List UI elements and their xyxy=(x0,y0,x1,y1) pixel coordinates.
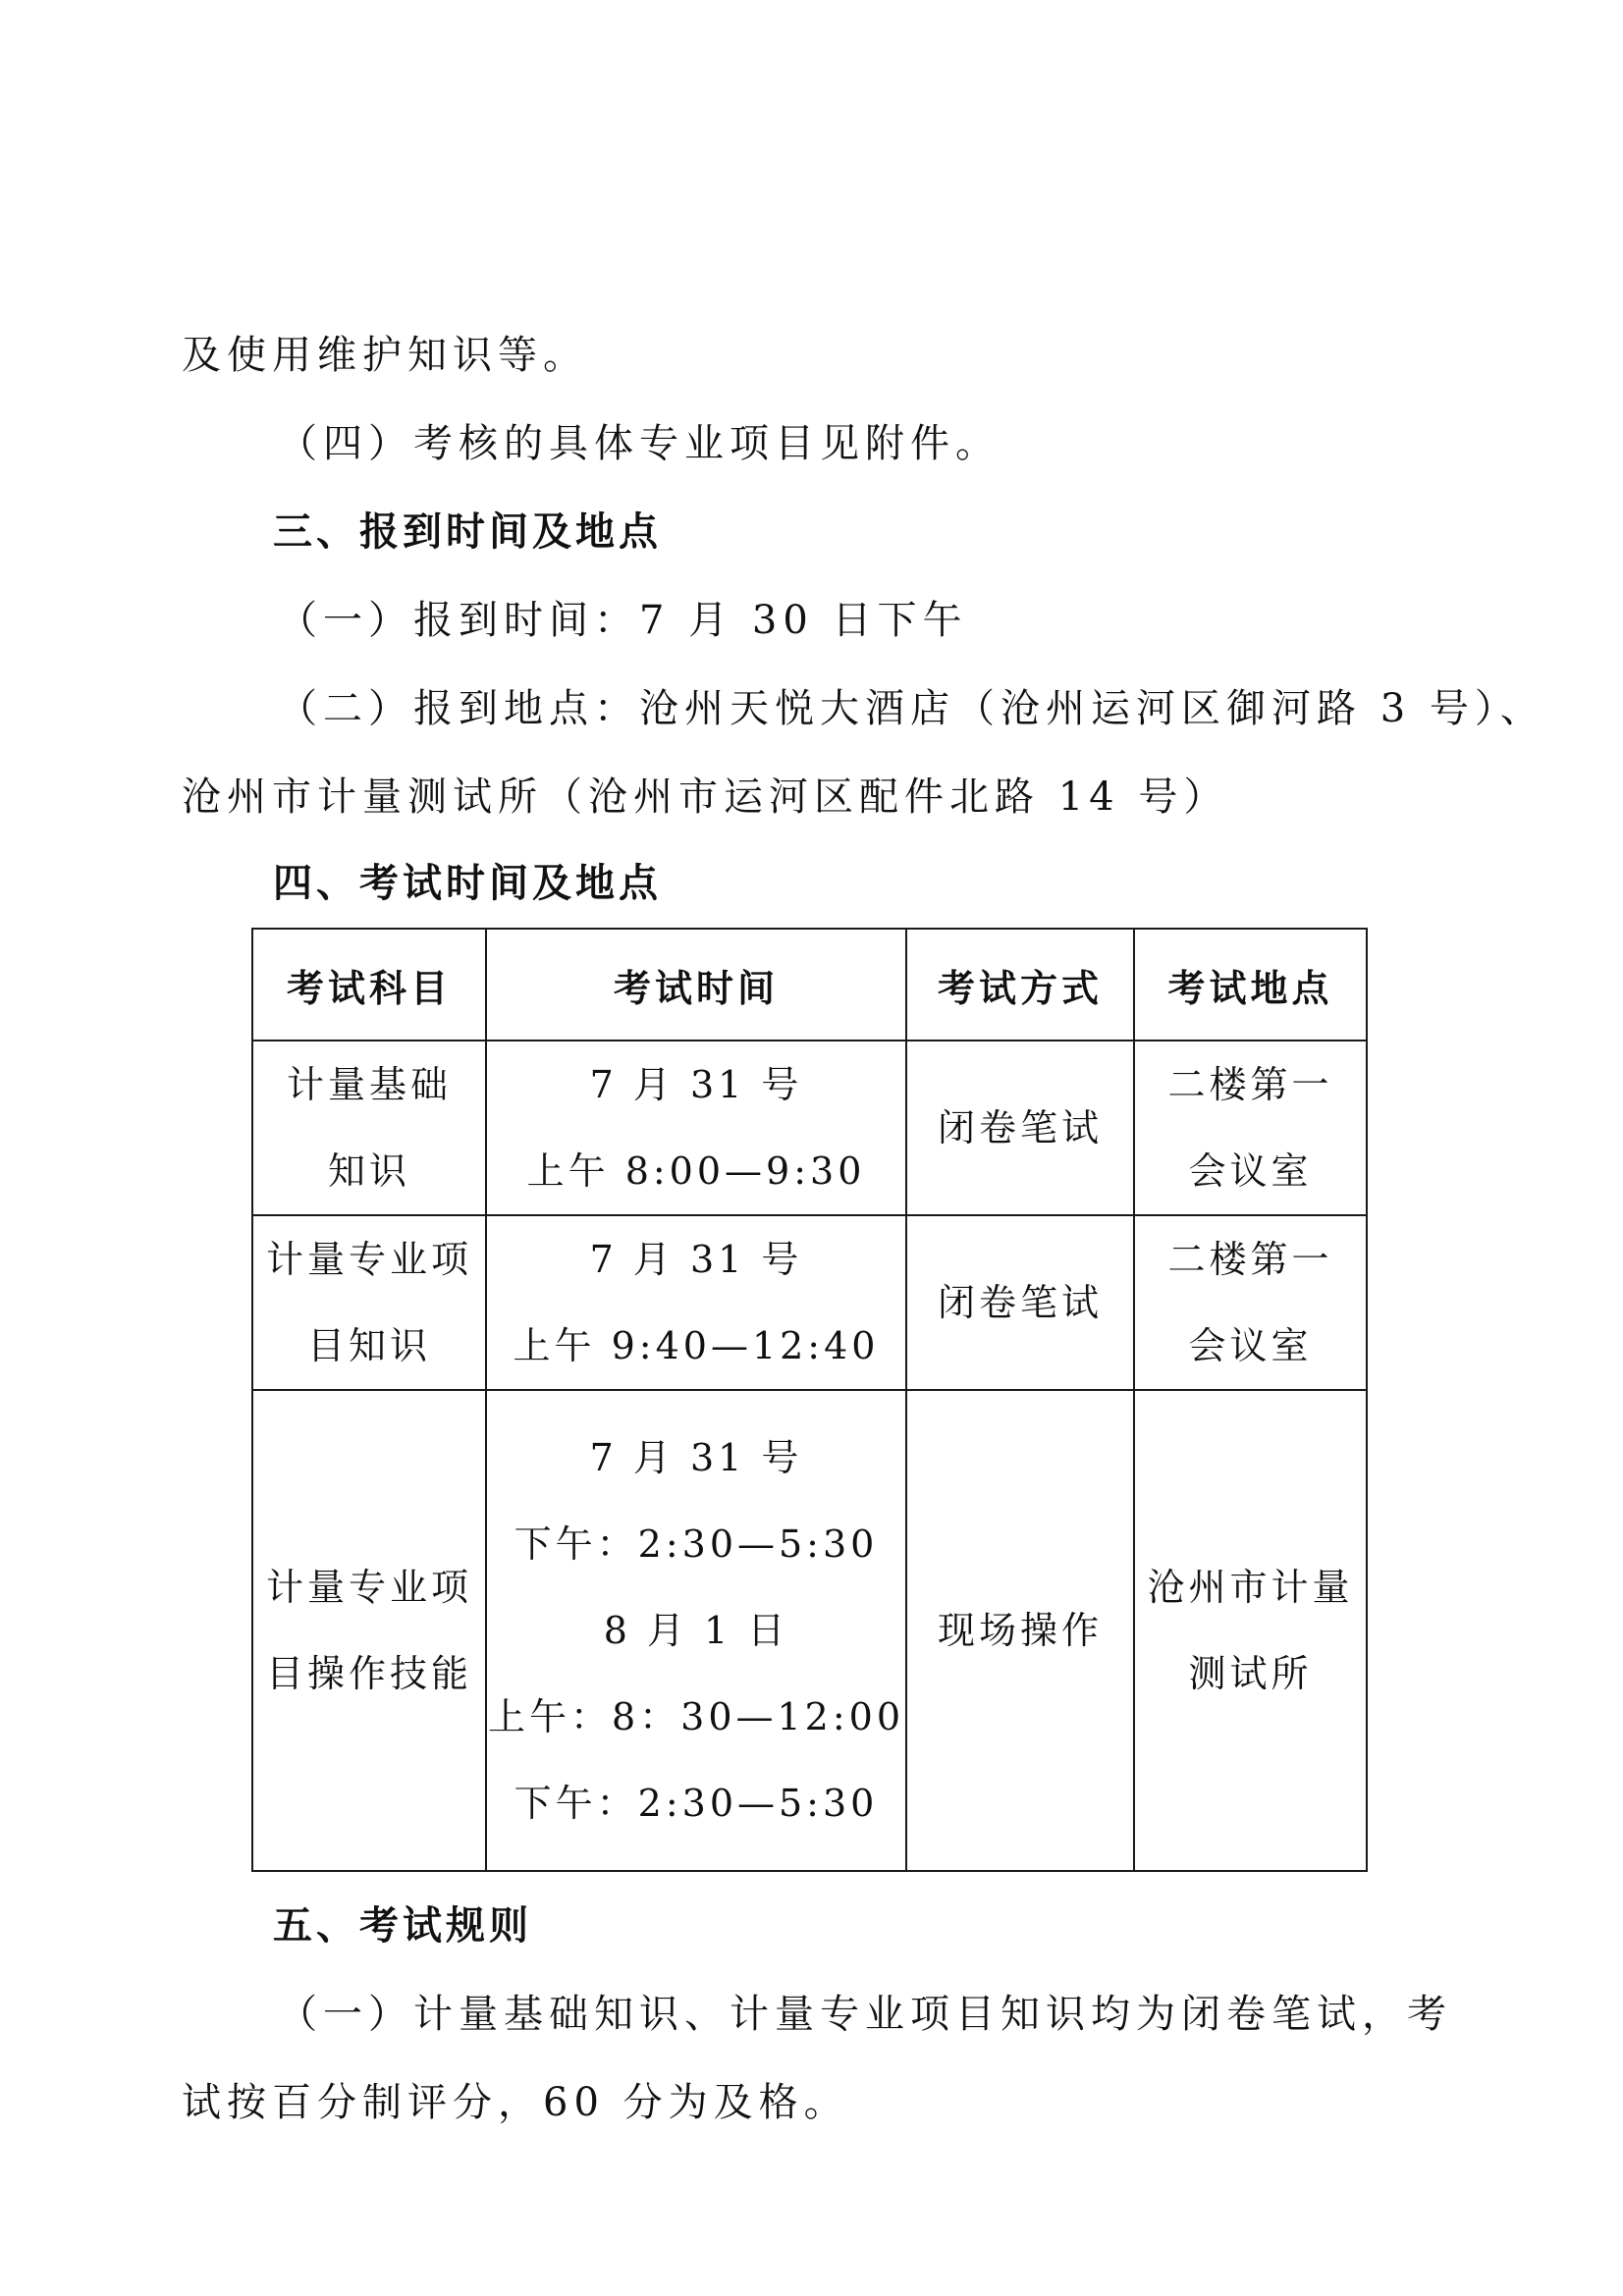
cell-text: 二楼第一 xyxy=(1167,1238,1333,1281)
cell-text: 目知识 xyxy=(306,1324,431,1367)
header-time: 考试时间 xyxy=(486,929,906,1041)
paragraph-continuation: 及使用维护知识等。 xyxy=(182,333,588,378)
cell-text: 目操作技能 xyxy=(265,1652,472,1695)
paragraph-rules-line1: （一）计量基础知识、计量专业项目知识均为闭卷笔试，考 xyxy=(278,1992,1452,2037)
cell-text: 8 月 1 日 xyxy=(603,1609,789,1652)
paragraph-rules-line2: 试按百分制评分，60 分为及格。 xyxy=(182,2080,849,2125)
paragraph-checkin-place-line1: （二）报到地点：沧州天悦大酒店（沧州运河区御河路 3 号）、 xyxy=(278,686,1545,731)
cell-subject xyxy=(252,1041,486,1215)
cell-text: 二楼第一 xyxy=(1167,1063,1333,1106)
paragraph-item-four: （四）考核的具体专业项目见附件。 xyxy=(278,421,1001,466)
cell-text: 会议室 xyxy=(1188,1149,1313,1193)
paragraph-checkin-place-line2: 沧州市计量测试所（沧州市运河区配件北路 14 号） xyxy=(182,774,1229,820)
cell-text: 上午 8:00—9:30 xyxy=(526,1149,866,1193)
cell-time xyxy=(486,1215,906,1390)
cell-text: 7 月 31 号 xyxy=(589,1436,803,1479)
paragraph-checkin-time: （一）报到时间：7 月 30 日下午 xyxy=(278,598,968,643)
cell-place xyxy=(1134,1390,1367,1871)
cell-subject xyxy=(252,1215,486,1390)
section-heading-4: 四、考试时间及地点 xyxy=(273,861,662,906)
cell-text: 下午：2:30—5:30 xyxy=(514,1522,879,1566)
section-heading-3: 三、报到时间及地点 xyxy=(273,509,662,555)
cell-method: 闭卷笔试 xyxy=(906,1215,1134,1390)
cell-text: 计量专业项 xyxy=(265,1566,472,1609)
cell-text: 上午 9:40—12:40 xyxy=(513,1324,880,1367)
cell-subject xyxy=(252,1390,486,1871)
cell-text: 上午：8：30—12:00 xyxy=(487,1695,905,1738)
table-row xyxy=(252,1215,1367,1390)
header-subject: 考试科目 xyxy=(252,929,486,1041)
cell-method: 闭卷笔试 xyxy=(906,1041,1134,1215)
cell-place xyxy=(1134,1041,1367,1215)
cell-text: 沧州市计量 xyxy=(1147,1566,1354,1609)
cell-text: 测试所 xyxy=(1188,1652,1313,1695)
table-row xyxy=(252,1041,1367,1215)
cell-text: 下午：2:30—5:30 xyxy=(514,1782,879,1825)
header-method: 考试方式 xyxy=(906,929,1134,1041)
table-header-row xyxy=(252,929,1367,1041)
table-row xyxy=(252,1390,1367,1871)
exam-schedule-table xyxy=(251,928,1368,1872)
cell-text: 7 月 31 号 xyxy=(589,1063,803,1106)
cell-text: 计量基础 xyxy=(286,1063,452,1106)
cell-method: 现场操作 xyxy=(906,1390,1134,1871)
cell-time xyxy=(486,1390,906,1871)
cell-text: 7 月 31 号 xyxy=(589,1238,803,1281)
section-heading-5: 五、考试规则 xyxy=(273,1903,532,1949)
header-place: 考试地点 xyxy=(1134,929,1367,1041)
cell-text: 会议室 xyxy=(1188,1324,1313,1367)
cell-text: 知识 xyxy=(327,1149,410,1193)
cell-time xyxy=(486,1041,906,1215)
cell-place xyxy=(1134,1215,1367,1390)
cell-text: 计量专业项 xyxy=(265,1238,472,1281)
